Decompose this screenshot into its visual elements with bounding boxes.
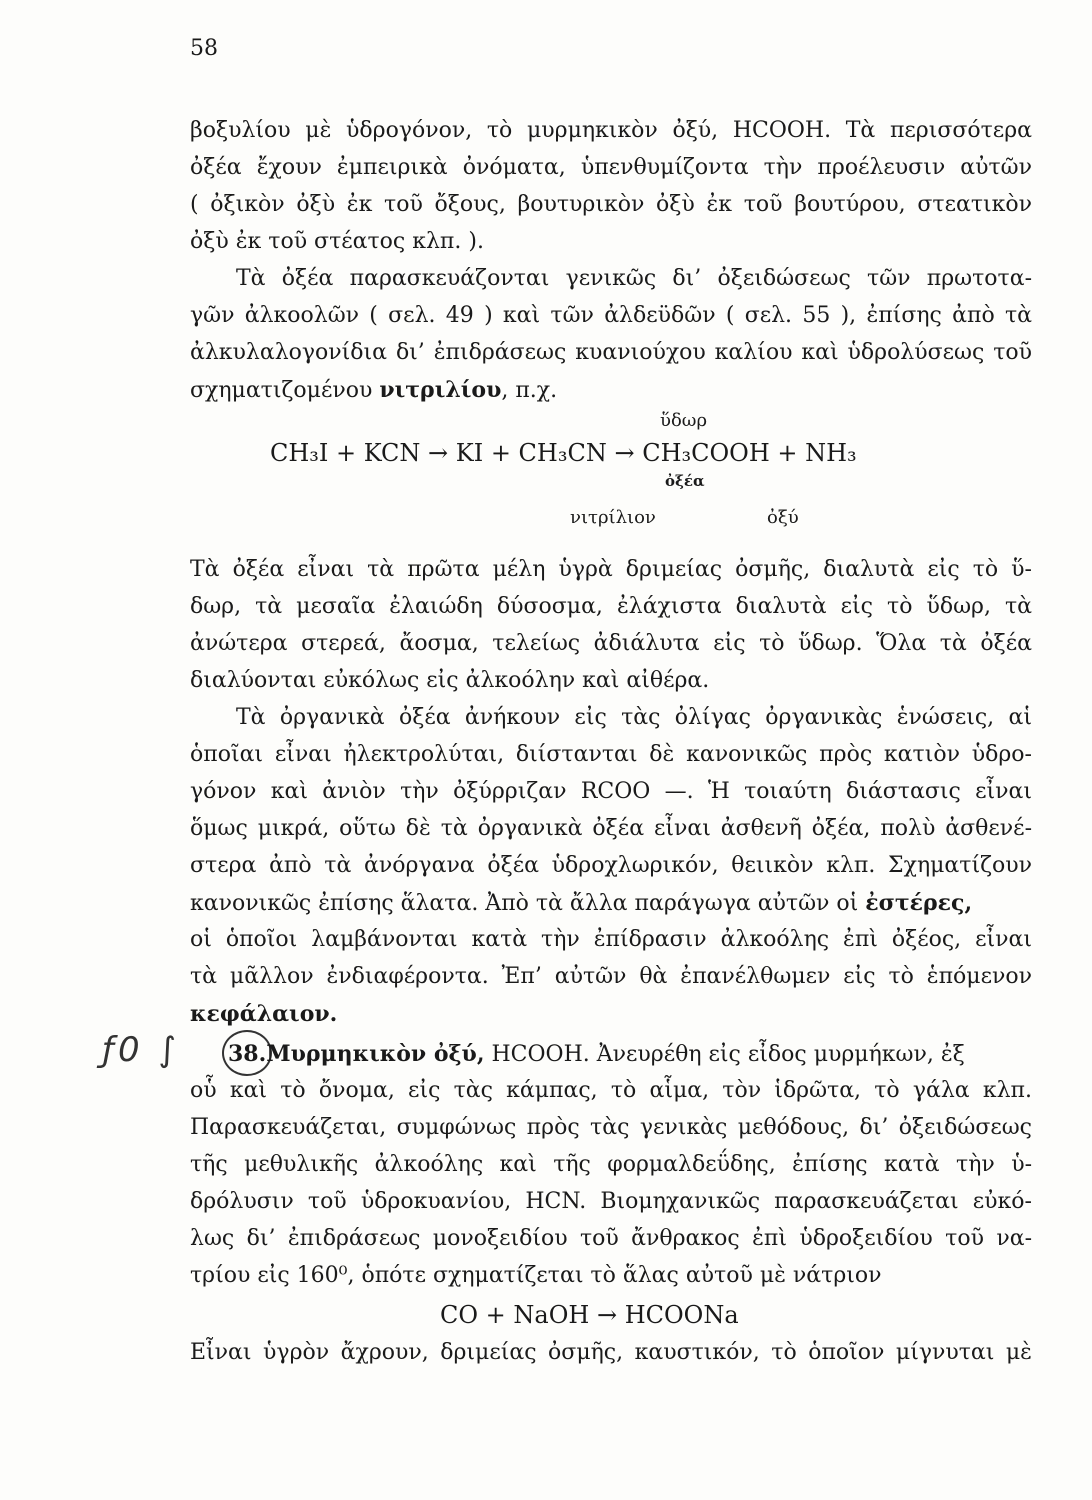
term-nitrile: νιτριλίου xyxy=(379,377,502,403)
acid-label: ὀξύ xyxy=(767,507,799,528)
section-title: Μυρμηκικὸν ὀξύ, xyxy=(266,1041,485,1067)
text-line: στερα ἀπὸ τὰ ἀνόργανα ὀξέα ὑδροχλωρικόν, θειικὸν κλπ. Σχηματίζουν xyxy=(190,853,1032,878)
chemical-equation: CO + NaOH → HCOONa xyxy=(440,1301,739,1329)
text-line: δρόλυσιν τοῦ ὑδροκυανίου, HCN. Βιομηχανικῶς παρασκευάζεται εὐκό- xyxy=(190,1189,1032,1214)
text-line: ἀλκυλαλογονίδια δι’ ἐπιδράσεως κυανιούχου καλίου καὶ ὑδρολύσεως τοῦ xyxy=(190,340,1032,365)
text-line: Εἶναι ὑγρὸν ἄχρουν, δριμείας ὀσμῆς, καυστικόν, τὸ ὁποῖον μίγνυται μὲ xyxy=(190,1340,1032,1365)
text-line xyxy=(190,379,557,402)
nitrile-label: νιτρίλιον xyxy=(570,507,656,528)
text-line: ὀξὺ ἐκ τοῦ στέατος κλπ. ). xyxy=(190,229,484,254)
text-line xyxy=(190,892,972,915)
water-label: ὕδωρ xyxy=(660,410,708,431)
text-line: Τὰ ὀργανικὰ ὀξέα ἀνήκουν εἰς τὰς ὀλίγας ὀργανικὰς ἑνώσεις, αἱ xyxy=(236,705,1032,730)
text-line: τρίου εἰς 160⁰, ὁπότε σχηματίζεται τὸ ἅλας αὐτοῦ μὲ νάτριον xyxy=(190,1263,882,1288)
text-line: ἀνώτερα στερεά, ἄοσμα, τελείως ἀδιάλυτα εἰς τὸ ὕδωρ. Ὅλα τὰ ὀξέα xyxy=(190,631,1032,656)
term-esters: ἐστέρες, xyxy=(865,890,973,916)
text-line: ὀξέα ἔχουν ἐμπειρικὰ ὀνόματα, ὑπενθυμίζοντα τὴν προέλευσιν αὐτῶν xyxy=(190,155,1032,180)
chemical-equation: CH₃I + KCN → KI + CH₃CN → CH₃COOH + NH₃ xyxy=(270,439,857,467)
text-line: ὅμως μικρά, οὕτω δὲ τὰ ὀργανικὰ ὀξέα εἶναι ἀσθενῆ ὀξέα, πολὺ ἀσθενέ- xyxy=(190,816,1032,841)
text-line: Παρασκευάζεται, συμφώνως πρὸς τὰς γενικὰς μεθόδους, δι’ ὀξειδώσεως xyxy=(190,1115,1032,1140)
text-span: HCOOH. Ἀνευρέθη εἰς εἶδος μυρμήκων, ἐξ xyxy=(491,1042,965,1067)
text-line: γῶν ἀλκοολῶν ( σελ. 49 ) καὶ τῶν ἀλδεϋδῶν ( σελ. 55 ), ἐπίσης ἀπὸ τὰ xyxy=(190,303,1032,328)
text-line: γόνον καὶ ἀνιὸν τὴν ὀξύρριζαν RCOO —. Ἡ τοιαύτη διάστασις εἶναι xyxy=(190,779,1032,804)
text-span: κανονικῶς ἐπίσης ἅλατα. Ἀπὸ τὰ ἄλλα παράγωγα αὐτῶν οἱ xyxy=(190,891,866,916)
text-line: οἱ ὁποῖοι λαμβάνονται κατὰ τὴν ἐπίδρασιν ἀλκοόλης ἐπὶ ὀξέος, εἶναι xyxy=(190,927,1032,952)
text-span: , π.χ. xyxy=(501,378,558,403)
text-line: δωρ, τὰ μεσαῖα ἐλαιώδη δύσοσμα, ἐλάχιστα διαλυτὰ εἰς τὸ ὕδωρ, τὰ xyxy=(190,594,1032,619)
handwritten-note: ƒ0 ∫ xyxy=(102,1030,181,1070)
text-line: ὁποῖαι εἶναι ἠλεκτρολύται, διίστανται δὲ κανονικῶς πρὸς κατιὸν ὑδρο- xyxy=(190,742,1032,767)
text-line: διαλύονται εὐκόλως εἰς ἀλκοόλην καὶ αἰθέρα. xyxy=(190,668,710,693)
text-line: ( ὀξικὸν ὀξὺ ἐκ τοῦ ὄξους, βουτυρικὸν ὀξὺ ἐκ τοῦ βουτύρου, στεατικὸν xyxy=(190,192,1032,217)
text-line: τῆς μεθυλικῆς ἀλκοόλης καὶ τῆς φορμαλδεΰδης, ἐπίσης κατὰ τὴν ὑ- xyxy=(190,1152,1032,1177)
text-span: σχηματιζομένου xyxy=(190,378,380,403)
text-line: λως δι’ ἐπιδράσεως μονοξειδίου τοῦ ἄνθρακος ἐπὶ ὑδροξειδίου τοῦ να- xyxy=(190,1226,1032,1251)
text-line: Τὰ ὀξέα εἶναι τὰ πρῶτα μέλη ὑγρὰ δριμείας ὀσμῆς, διαλυτὰ εἰς τὸ ὕ- xyxy=(190,557,1032,582)
section-heading-line xyxy=(228,1043,965,1066)
text-line: Τὰ ὀξέα παρασκευάζονται γενικῶς δι’ ὀξειδώσεως τῶν πρωτοτα- xyxy=(236,266,1032,291)
text-line: βοξυλίου μὲ ὑδρογόνον, τὸ μυρμηκικὸν ὀξύ, HCOOH. Τὰ περισσότερα xyxy=(190,118,1032,143)
section-number: 38. xyxy=(228,1041,267,1067)
page-number: 58 xyxy=(190,36,218,61)
acid-mid-label: ὀξέα xyxy=(665,472,705,490)
text-line: κεφάλαιον. xyxy=(190,1001,338,1027)
text-line: οὗ καὶ τὸ ὄνομα, εἰς τὰς κάμπας, τὸ αἷμα, τὸν ἱδρῶτα, τὸ γάλα κλπ. xyxy=(190,1078,1032,1103)
text-line: τὰ μᾶλλον ἐνδιαφέροντα. Ἐπ’ αὐτῶν θὰ ἐπανέλθωμεν εἰς τὸ ἑπόμενον xyxy=(190,964,1032,989)
